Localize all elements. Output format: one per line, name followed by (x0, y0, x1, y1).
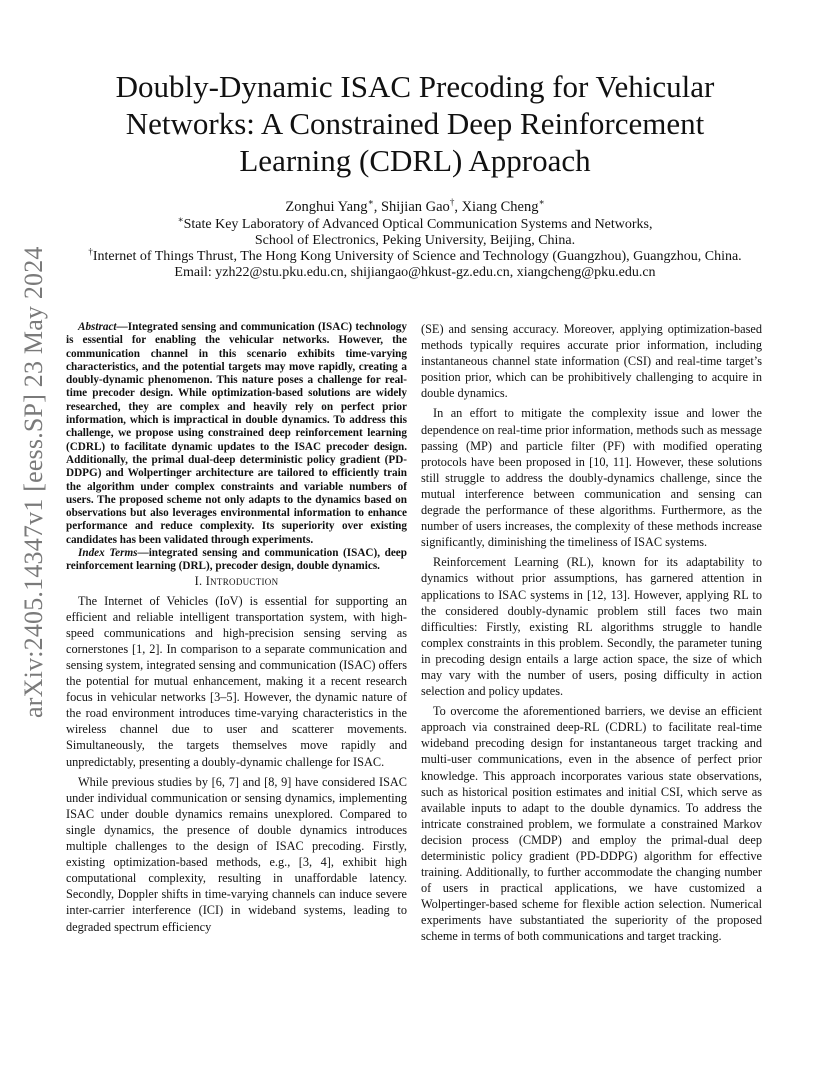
intro-paragraph-2: While previous studies by [6, 7] and [8, 9] have considered ISAC under individual communication or sensing dynamics, implementing ISAC under double dynamics remains unexplored. Compared to single dynamics, the presence of double dynamics introduces multiple challenges to the design of ISAC precoding. Firstly, existing optimization-based methods, e.g., [3, 4], exhibit high computational complexity, resulting in unaffordable latency. Secondly, Doppler shifts in time-varying channels can induce severe inter-carrier interference (ICI) in wideband systems, leading to degraded spectrum efficiency (66, 774, 407, 934)
section-heading-introduction: I. Introduction (194, 573, 279, 588)
arxiv-identifier-stamp: arXiv:2405.14347v1 [eess.SP] 23 May 2024 (19, 246, 48, 718)
intro-paragraph-3: In an effort to mitigate the complexity issue and lower the dependence on real-time prior information, methods such as message passing (MP) and particle filter (PF) with modified operating protocols have been proposed in [10, 11]. However, these solutions still struggle to address the doubly-dynamics challenge, since the mutual interference between communication and sensing can degrade the performance of these algorithms. Furthermore, as the number of users increases, the complexity of these methods increase significantly, diminishing the timeliness of ISAC systems. (421, 406, 762, 550)
index-terms-text: —integrated sensing and communication (ISAC), deep reinforcement learning (DRL), precoder design, double dynamics. (66, 547, 407, 573)
right-column (421, 321, 762, 949)
author-block (60, 199, 770, 281)
index-terms (66, 547, 407, 574)
abstract-text: —Integrated sensing and communication (ISAC) technology is essential for enabling the vehicular networks. However, the communication channel in this scenario exhibits time-varying characteristics, and the potential targets may move rapidly, creating a doubly-dynamic phenomenon. This nature poses a challenge for real-time precoder design. While optimization-based solutions are widely researched, they are complex and heavily rely on perfect prior information, which is impractical in double dynamics. To address this challenge, we propose using constrained deep reinforcement learning (CDRL) to facilitate dynamic updates to the ISAC precoder design. Additionally, the primal dual-deep deterministic policy gradient (PD-DDPG) and Wolpertinger architecture are tailored to efficiently train the algorithm under complex constraints and variable numbers of users. The proposed scheme not only adapts to the dynamics based on observations but also leverages environmental information to enhance performance and reduce complexity. Its superiority over existing candidates has been validated through experiments. (66, 321, 407, 546)
affiliation-2: School of Electronics, Peking University, Beijing, China. (254, 233, 576, 248)
affiliation-3: †Internet of Things Thrust, The Hong Kong University of Science and Technology (Guangzhou), Guangzhou, China. (88, 246, 742, 264)
abstract-label: Abstract (78, 321, 117, 333)
author-emails: Email: yzh22@stu.pku.edu.cn, shijiangao@hkust-gz.edu.cn, xiangcheng@pku.edu.cn (174, 265, 656, 280)
index-terms-label: Index Terms (78, 547, 138, 560)
intro-paragraph-4: Reinforcement Learning (RL), known for its adaptability to dynamics without prior assumptions, has garnered attention in applications to ISAC systems in [12, 13]. However, applying RL to the considered doubly-dynamic problem still faces two main difficulties: Firstly, existing RL algorithms struggle to handle complex constraints in this problem. Secondly, the parameter tuning in precoding design entails a large action space, the size of which may vary with the number of users, posing difficulty in action selection and policy updates. (421, 555, 762, 699)
intro-paragraph-2-continued: (SE) and sensing accuracy. Moreover, applying optimization-based methods typically requires accurate prior information, including instantaneous channel state information (CSI) and real-time target’s position prior, which can be prohibitively challenging to acquire in double dynamics. (421, 322, 762, 401)
intro-paragraph-1: The Internet of Vehicles (IoV) is essential for supporting an efficient and reliable intelligent transportation system, with high-speed communications and high-precision sensing serving as cornerstones [1, 2]. In comparison to a separate communication and sensing system, integrated sensing and communication (ISAC) offers the potential for mutual enhancement, making it a recent research focus in vehicular networks [3–5]. However, the dynamic nature of the road environment introduces time-varying characteristics in the wireless channel due to user and scatterer movements. Simultaneously, the targets themselves move rapidly and unpredictably, presenting a doubly-dynamic challenge for ISAC. (66, 593, 407, 769)
abstract (66, 321, 407, 547)
intro-paragraph-5: To overcome the aforementioned barriers, we devise an efficient approach via constrained deep-RL (CDRL) to facilitate real-time wideband precoding design for instantaneous target tracking and multi-user communications, even in the absence of perfect prior knowledge. This approach incorporates various state observations, such as historical position estimates and initial CSI, which serve as available inputs to adapt to the double dynamics. To address the intricate constrained problem, we formulate a constrained Markov decision process (CMDP) and employ the primal-dual deep deterministic policy gradient (PD-DDPG) algorithm for effective training. Additionally, to further accommodate the changing number of users in practical applications, we have customized a Wolpertinger-based scheme for flexible action selection. Numerical experiments have substantiated the superiority of the proposed scheme in terms of both communications and target tracking. (421, 704, 762, 944)
author-names: Zonghui Yang∗, Shijian Gao†, Xiang Cheng∗ (285, 197, 545, 215)
affiliation-1: ∗State Key Laboratory of Advanced Optical Communication Systems and Networks, (177, 214, 653, 232)
paper-title: Doubly-Dynamic ISAC Precoding for Vehicular Networks: A Constrained Deep Reinforcement Learning (CDRL) Approach (115, 69, 715, 178)
left-column (66, 321, 407, 939)
